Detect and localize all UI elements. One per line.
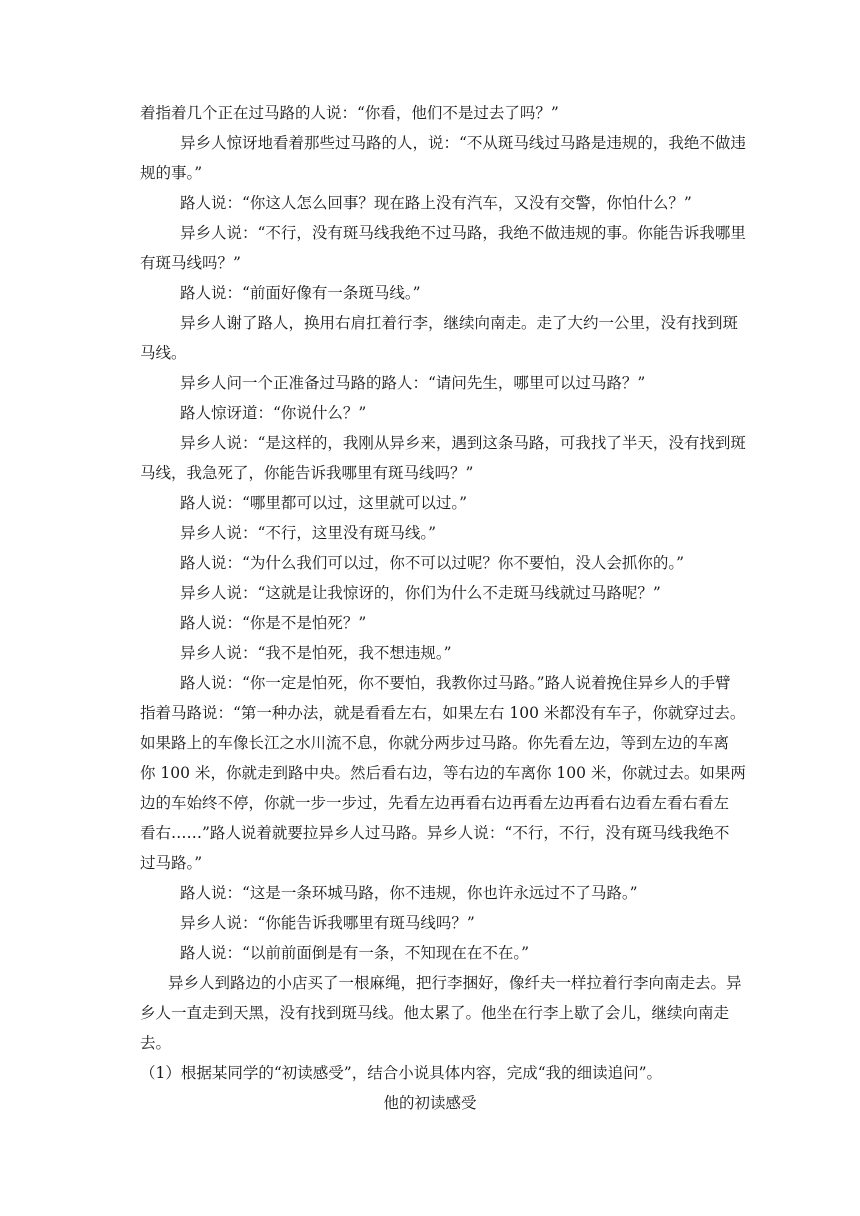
text-line: 路人说：“你一定是怕死，你不要怕，我教你过马路。”路人说着挽住异乡人的手臂 bbox=[180, 674, 731, 692]
text-line: 异乡人说：“我不是怕死，我不想违规。” bbox=[180, 644, 452, 662]
text-line: 路人说：“你是不是怕死？” bbox=[180, 614, 367, 632]
text-line: 路人惊讶道：“你说什么？” bbox=[180, 404, 367, 422]
text-line: 指着马路说：“第一种办法，就是看看左右，如果左右 100 米都没有车子，你就穿过去。 bbox=[140, 704, 746, 722]
text-line: 过马路。” bbox=[140, 854, 203, 872]
text-line: 异乡人说：“不行，没有斑马线我绝不过马路，我绝不做违规的事。你能告诉我哪里 bbox=[180, 224, 746, 242]
text-line: 异乡人惊讶地看着那些过马路的人，说：“不从斑马线过马路是违规的，我绝不做违 bbox=[180, 134, 746, 152]
text-line: 异乡人说：“不行，这里没有斑马线。” bbox=[180, 524, 437, 542]
text-line: 异乡人说：“这就是让我惊讶的，你们为什么不走斑马线就过马路呢？” bbox=[180, 584, 661, 602]
text-line: 异乡人说：“是这样的，我刚从异乡来，遇到这条马路，可我找了半天，没有找到斑 bbox=[180, 434, 746, 452]
text-line: 边的车始终不停，你就一步一步过，先看左边再看右边再看左边再看右边看左看右看左 bbox=[140, 794, 730, 812]
text-line: 规的事。” bbox=[140, 164, 203, 182]
text-line: 路人说：“为什么我们可以过，你不可以过呢？你不要怕，没人会抓你的。” bbox=[180, 554, 685, 572]
text-line: 异乡人谢了路人，换用右肩扛着行李，继续向南走。走了大约一公里，没有找到斑 bbox=[180, 314, 739, 332]
text-line: 异乡人问一个正准备过马路的路人：“请问先生，哪里可以过马路？” bbox=[180, 374, 646, 392]
text-line: 异乡人到路边的小店买了一根麻绳，把行李捆好，像纤夫一样拉着行李向南走去。异 bbox=[168, 974, 742, 992]
text-line: 如果路上的车像长江之水川流不息，你就分两步过马路。你先看左边，等到左边的车离 bbox=[140, 734, 730, 752]
text-line: 马线。 bbox=[140, 344, 187, 362]
text-line: 路人说：“前面好像有一条斑马线。” bbox=[180, 284, 421, 302]
text-line: 去。 bbox=[140, 1034, 172, 1052]
text-line: 路人说：“哪里都可以过，这里就可以过。” bbox=[180, 494, 468, 512]
text-line: 路人说：“这是一条环城马路，你不违规，你也许永远过不了马路。” bbox=[180, 884, 638, 902]
subheading: 他的初读感受 bbox=[383, 1094, 477, 1112]
text-line: 你 100 米，你就走到路中央。然后看右边，等右边的车离你 100 米，你就过去。如果两 bbox=[140, 764, 746, 782]
text-line: 乡人一直走到天黑，没有找到斑马线。他太累了。他坐在行李上歇了会儿，继续向南走 bbox=[140, 1004, 730, 1022]
question-line: （1）根据某同学的“初读感受”，结合小说具体内容，完成“我的细读追问”。 bbox=[140, 1064, 663, 1082]
text-line: 有斑马线吗？” bbox=[140, 254, 241, 272]
text-line: 马线，我急死了，你能告诉我哪里有斑马线吗？” bbox=[140, 464, 474, 482]
text-line: 着指着几个正在过马路的人说：“你看，他们不是过去了吗？” bbox=[140, 104, 559, 122]
text-line: 路人说：“以前前面倒是有一条，不知现在在不在。” bbox=[180, 944, 530, 962]
text-line: 路人说：“你这人怎么回事？现在路上没有汽车，又没有交警，你怕什么？” bbox=[180, 194, 692, 212]
text-line: 异乡人说：“你能告诉我哪里有斑马线吗？” bbox=[180, 914, 475, 932]
text-line: 看右……”路人说着就要拉异乡人过马路。异乡人说：“不行，不行，没有斑马线我绝不 bbox=[140, 824, 730, 842]
